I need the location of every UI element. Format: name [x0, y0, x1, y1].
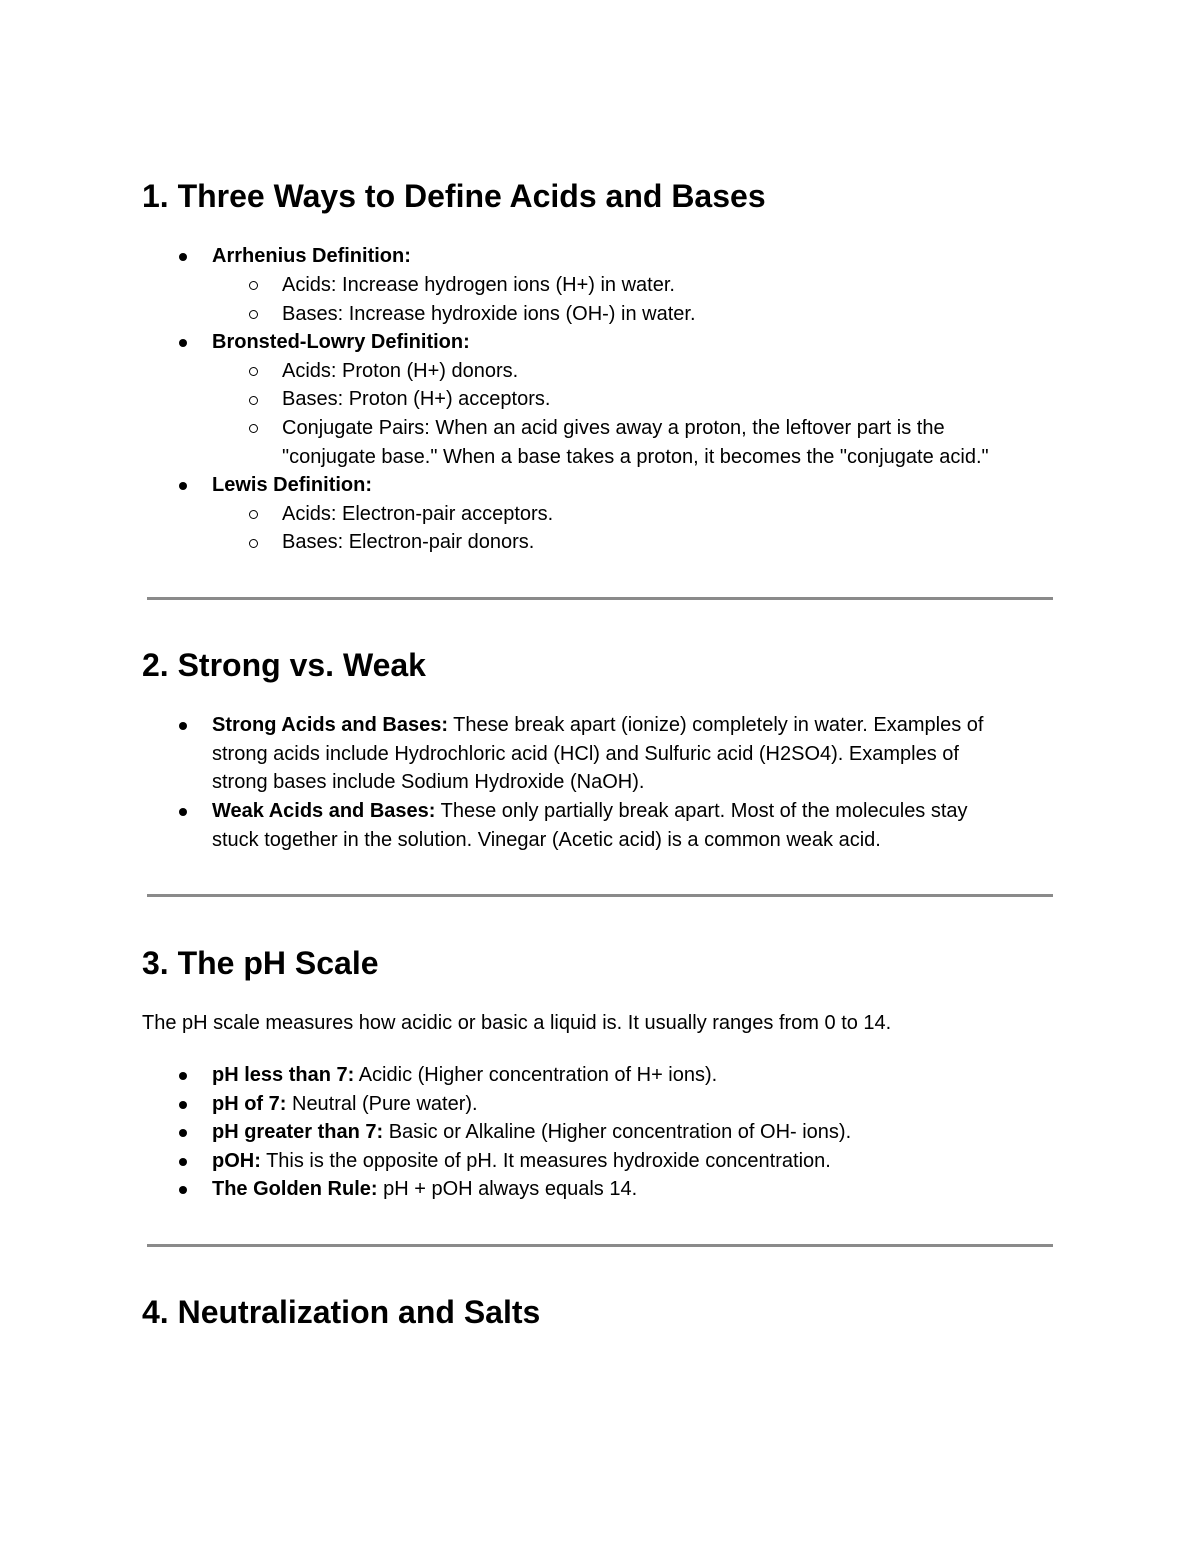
- bullet-icon: [179, 1101, 187, 1109]
- horizontal-divider: [147, 597, 1053, 600]
- hollow-bullet-icon: [249, 367, 258, 376]
- bullet-icon: [179, 253, 187, 261]
- hollow-bullet-icon: [249, 424, 258, 433]
- sub-list-item: Conjugate Pairs: When an acid gives away a proton, the leftover part is the: [282, 417, 945, 439]
- horizontal-divider: [147, 894, 1053, 897]
- list-item: [212, 1147, 831, 1176]
- bullet-icon: [179, 722, 187, 730]
- sub-list-item: Bases: Increase hydroxide ions (OH-) in water.: [282, 303, 696, 325]
- item-text: These break apart (ionize) completely in water. Examples of: [447, 714, 984, 736]
- list-item: [212, 797, 968, 826]
- sub-list-item: Bases: Proton (H+) acceptors.: [282, 388, 551, 410]
- hollow-bullet-icon: [249, 281, 258, 290]
- list-item: [212, 328, 470, 357]
- item-text: This is the opposite of pH. It measures hydroxide concentration.: [260, 1150, 831, 1172]
- section-3-heading: 3. The pH Scale: [142, 945, 379, 981]
- list-item: [212, 1061, 717, 1090]
- section-4-heading: 4. Neutralization and Salts: [142, 1294, 541, 1330]
- bullet-icon: [179, 1072, 187, 1080]
- bullet-icon: [179, 1129, 187, 1137]
- bullet-icon: [179, 482, 187, 490]
- hollow-bullet-icon: [249, 396, 258, 405]
- item-text: Neutral (Pure water).: [286, 1093, 478, 1115]
- item-label: pH less than 7:: [212, 1064, 355, 1086]
- item-label: pH greater than 7:: [212, 1121, 384, 1143]
- sub-list-item: Acids: Proton (H+) donors.: [282, 360, 519, 382]
- bullet-icon: [179, 808, 187, 816]
- hollow-bullet-icon: [249, 310, 258, 319]
- item-text: Acidic (Higher concentration of H+ ions).: [354, 1064, 718, 1086]
- list-item: [212, 1090, 478, 1119]
- item-label: The Golden Rule:: [212, 1178, 378, 1200]
- list-item: [212, 1118, 851, 1147]
- bullet-icon: [179, 1186, 187, 1194]
- bullet-icon: [179, 339, 187, 347]
- item-label: Strong Acids and Bases:: [212, 714, 448, 736]
- item-label: Arrhenius Definition:: [212, 245, 411, 267]
- sub-list-item-continuation: "conjugate base." When a base takes a proton, it becomes the "conjugate acid.": [282, 446, 989, 468]
- list-item-continuation: stuck together in the solution. Vinegar (Acetic acid) is a common weak acid.: [212, 829, 881, 851]
- hollow-bullet-icon: [249, 539, 258, 548]
- list-item: [212, 711, 983, 740]
- section-2-heading: 2. Strong vs. Weak: [142, 647, 426, 683]
- list-item: [212, 1175, 637, 1204]
- item-label: Lewis Definition:: [212, 474, 372, 496]
- item-text: These only partially break apart. Most of the molecules stay: [435, 800, 968, 822]
- item-label: pOH:: [212, 1150, 261, 1172]
- hollow-bullet-icon: [249, 510, 258, 519]
- list-item-continuation: strong bases include Sodium Hydroxide (NaOH).: [212, 771, 645, 793]
- sub-list-item: Acids: Increase hydrogen ions (H+) in water.: [282, 274, 675, 296]
- item-label: Bronsted-Lowry Definition:: [212, 331, 470, 353]
- sub-list-item: Bases: Electron-pair donors.: [282, 531, 535, 553]
- sub-list-item: Acids: Electron-pair acceptors.: [282, 503, 554, 525]
- section-1-heading: 1. Three Ways to Define Acids and Bases: [142, 178, 766, 214]
- list-item: [212, 471, 372, 500]
- item-label: Weak Acids and Bases:: [212, 800, 436, 822]
- list-item-continuation: strong acids include Hydrochloric acid (HCl) and Sulfuric acid (H2SO4). Examples of: [212, 743, 959, 765]
- bullet-icon: [179, 1158, 187, 1166]
- item-label: pH of 7:: [212, 1093, 287, 1115]
- list-item: [212, 242, 411, 271]
- horizontal-divider: [147, 1244, 1053, 1247]
- item-text: Basic or Alkaline (Higher concentration of OH- ions).: [383, 1121, 852, 1143]
- intro-paragraph: The pH scale measures how acidic or basic a liquid is. It usually ranges from 0 to 14.: [142, 1012, 892, 1034]
- item-text: pH + pOH always equals 14.: [377, 1178, 638, 1200]
